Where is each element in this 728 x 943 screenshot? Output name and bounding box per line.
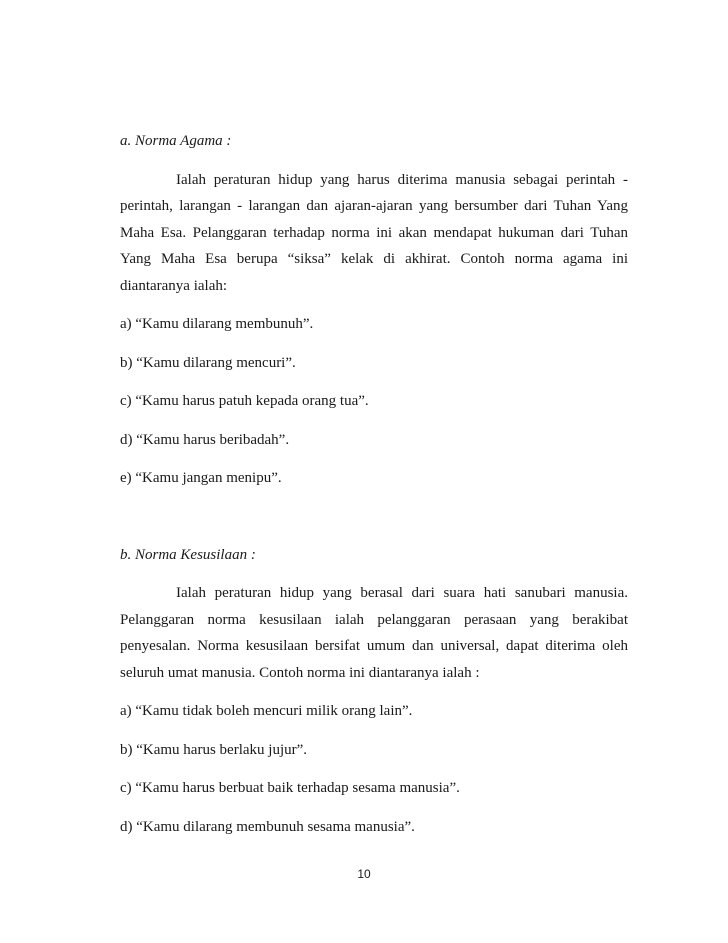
list-item: b) “Kamu harus berlaku jujur”.: [120, 741, 308, 758]
paragraph-text: Ialah peraturan hidup yang harus diterima manusia sebagai perintah - perintah, larangan - larangan dan ajaran-ajaran yang bersumber dari Tuhan Yang Maha Esa. Pelanggaran terhadap norma ini akan mendapat hukuman dari Tuhan Yang Maha Esa berupa “siksa” kelak di akhirat. Contoh norma agama ini diantaranya ialah:: [120, 171, 628, 294]
section-paragraph: [120, 167, 628, 300]
section-heading: a. Norma Agama :: [120, 133, 232, 149]
list-item: b) “Kamu dilarang mencuri”.: [120, 354, 296, 371]
list-item: a) “Kamu dilarang membunuh”.: [120, 316, 314, 332]
section-heading: b. Norma Kesusilaan :: [120, 546, 256, 563]
page-content: [120, 128, 628, 852]
list-item: c) “Kamu harus berbuat baik terhadap sesama manusia”.: [120, 780, 460, 796]
list-item: d) “Kamu dilarang membunuh sesama manusia”.: [120, 818, 415, 835]
section-spacer: [120, 504, 628, 542]
paragraph-text: Ialah peraturan hidup yang berasal dari suara hati sanubari manusia. Pelanggaran norma kesusilaan ialah pelanggaran perasaan yang berakibat penyesalan. Norma kesusilaan bersifat umum dan universal, dapat diterima oleh seluruh umat manusia. Contoh norma ini diantaranya ialah :: [120, 585, 628, 681]
section-paragraph: [120, 580, 628, 686]
section-norma-agama: [120, 128, 628, 492]
section-norma-kesusilaan: [120, 542, 628, 841]
list-item: a) “Kamu tidak boleh mencuri milik orang lain”.: [120, 703, 413, 719]
page-number: 10: [357, 867, 371, 881]
list-item: e) “Kamu jangan menipu”.: [120, 470, 282, 486]
list-item: c) “Kamu harus patuh kepada orang tua”.: [120, 393, 369, 409]
list-item: d) “Kamu harus beribadah”.: [120, 431, 290, 448]
